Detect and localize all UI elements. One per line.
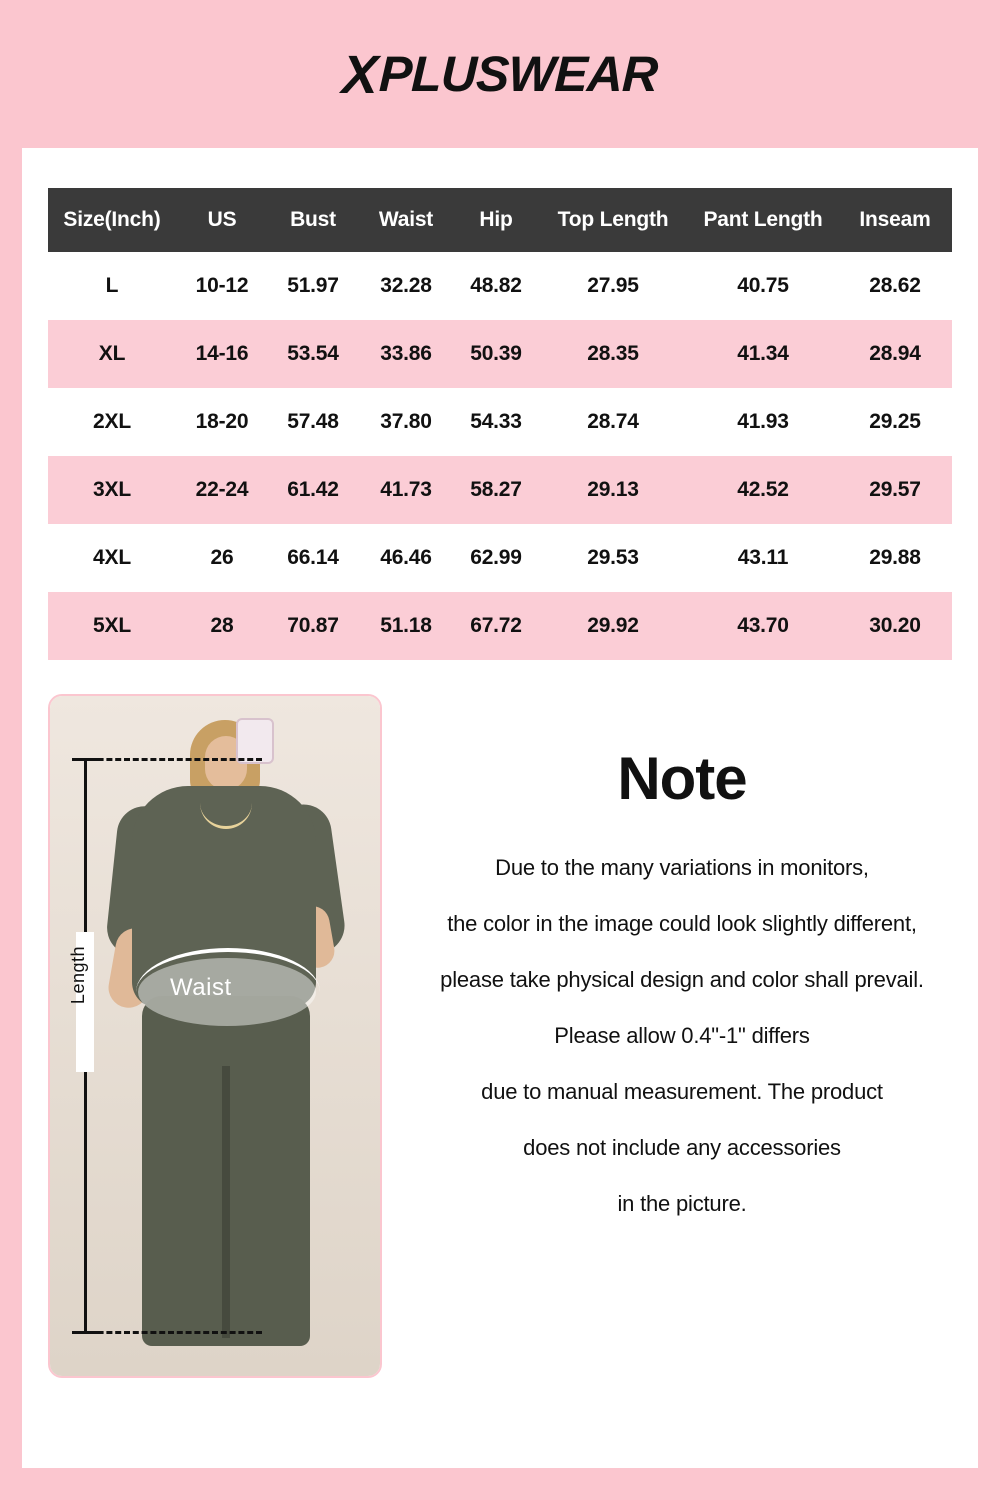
cell-hip: 48.82 xyxy=(470,274,522,297)
cell-bust: 61.42 xyxy=(268,456,358,524)
table-header-row xyxy=(48,188,952,252)
model-pants-seam xyxy=(222,1066,230,1338)
cell-waist: 33.86 xyxy=(358,320,454,388)
note-line: due to manual measurement. The product xyxy=(481,1079,883,1104)
cell-waist: 37.80 xyxy=(380,410,432,433)
length-top-tick xyxy=(72,758,98,761)
length-bottom-tick xyxy=(72,1331,98,1334)
column-header-hip: Hip xyxy=(454,188,538,252)
cell-size: 4XL xyxy=(93,546,131,569)
table-row xyxy=(48,524,952,592)
note-title: Note xyxy=(617,745,747,812)
length-top-guide xyxy=(80,758,262,761)
note-line: does not include any accessories xyxy=(523,1135,841,1160)
cell-size: L xyxy=(105,274,119,297)
cell-hip: 50.39 xyxy=(454,320,538,388)
cell-top-length: 27.95 xyxy=(587,274,639,297)
measurement-figure xyxy=(48,694,382,1378)
cell-us: 26 xyxy=(210,546,234,569)
cell-top-length: 29.13 xyxy=(538,456,688,524)
brand-name: PLUSWEAR xyxy=(378,46,659,102)
cell-pant-length: 41.93 xyxy=(737,410,789,433)
cell-inseam: 29.88 xyxy=(869,546,921,569)
cell-us: 10-12 xyxy=(195,274,249,297)
column-header-bust: Bust xyxy=(268,188,358,252)
cell-inseam: 29.57 xyxy=(838,456,952,524)
cell-inseam: 28.94 xyxy=(838,320,952,388)
cell-bust: 70.87 xyxy=(268,592,358,660)
cell-bust: 57.48 xyxy=(287,410,339,433)
cell-size: XL xyxy=(48,320,176,388)
column-header-top-length: Top Length xyxy=(538,188,688,252)
waist-label: Waist xyxy=(170,974,232,1001)
note-line: Please allow 0.4"-1" differs xyxy=(554,1023,810,1048)
table-row xyxy=(48,592,952,660)
cell-pant-length: 42.52 xyxy=(688,456,838,524)
brand-bar xyxy=(22,0,978,148)
cell-pant-length: 40.75 xyxy=(737,274,789,297)
cell-size: 3XL xyxy=(48,456,176,524)
brand-logo xyxy=(341,43,658,105)
cell-bust: 53.54 xyxy=(268,320,358,388)
cell-inseam: 29.25 xyxy=(869,410,921,433)
lower-section xyxy=(48,694,952,1378)
column-header-us: US xyxy=(176,188,268,252)
content-card xyxy=(22,148,978,1468)
cell-hip: 62.99 xyxy=(470,546,522,569)
cell-inseam: 28.62 xyxy=(869,274,921,297)
cell-waist: 46.46 xyxy=(380,546,432,569)
size-chart-table xyxy=(48,188,952,660)
table-row xyxy=(48,388,952,456)
length-bottom-guide xyxy=(80,1331,262,1334)
column-header-size: Size(Inch) xyxy=(48,188,176,252)
cell-top-length: 29.53 xyxy=(587,546,639,569)
cell-us: 22-24 xyxy=(176,456,268,524)
brand-x-mark: X xyxy=(341,45,379,105)
cell-top-length: 28.74 xyxy=(587,410,639,433)
column-header-waist: Waist xyxy=(358,188,454,252)
cell-hip: 67.72 xyxy=(454,592,538,660)
note-section xyxy=(382,694,952,1378)
note-line: Due to the many variations in monitors, xyxy=(495,855,869,880)
cell-us: 18-20 xyxy=(195,410,249,433)
cell-bust: 51.97 xyxy=(287,274,339,297)
table-row xyxy=(48,320,952,388)
cell-pant-length: 43.70 xyxy=(688,592,838,660)
cell-hip: 54.33 xyxy=(470,410,522,433)
column-header-inseam: Inseam xyxy=(838,188,952,252)
cell-inseam: 30.20 xyxy=(838,592,952,660)
model-photo xyxy=(50,696,380,1376)
size-chart-header xyxy=(48,188,952,252)
length-label: Length xyxy=(68,946,88,1005)
note-line: the color in the image could look slightly different, xyxy=(447,911,917,936)
cell-us: 14-16 xyxy=(176,320,268,388)
cell-top-length: 28.35 xyxy=(538,320,688,388)
note-line: in the picture. xyxy=(617,1191,747,1216)
column-header-pant-length: Pant Length xyxy=(688,188,838,252)
size-chart-body xyxy=(48,252,952,660)
cell-pant-length: 43.11 xyxy=(737,546,789,569)
cell-waist: 41.73 xyxy=(358,456,454,524)
cell-top-length: 29.92 xyxy=(538,592,688,660)
cell-waist: 51.18 xyxy=(358,592,454,660)
cell-waist: 32.28 xyxy=(380,274,432,297)
cell-hip: 58.27 xyxy=(454,456,538,524)
table-row xyxy=(48,252,952,320)
cell-pant-length: 41.34 xyxy=(688,320,838,388)
cell-bust: 66.14 xyxy=(287,546,339,569)
cell-size: 5XL xyxy=(48,592,176,660)
note-line: please take physical design and color shall prevail. xyxy=(440,967,924,992)
cell-us: 28 xyxy=(176,592,268,660)
cell-size: 2XL xyxy=(93,410,131,433)
table-row xyxy=(48,456,952,524)
